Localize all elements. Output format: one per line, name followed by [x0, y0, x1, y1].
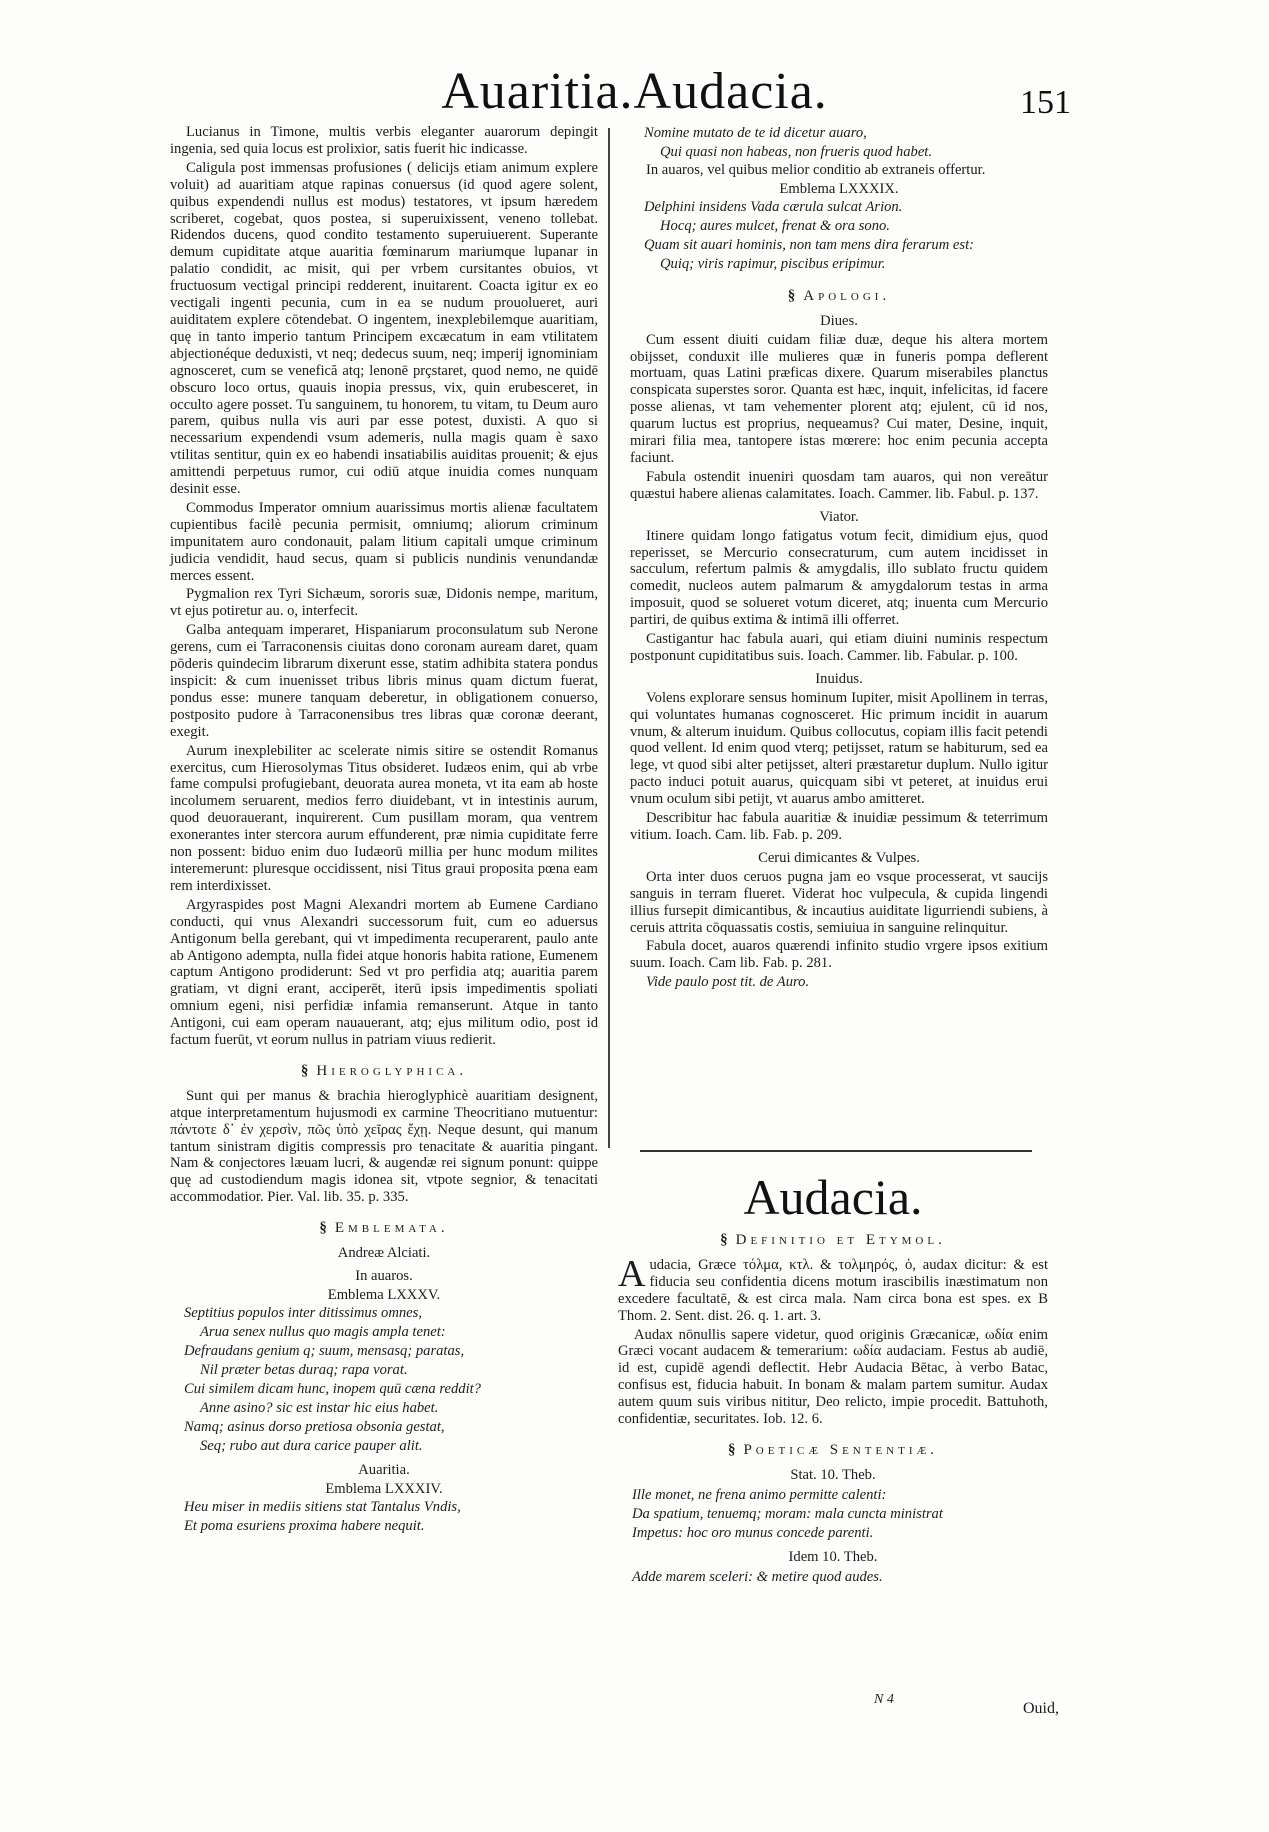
fable-title: Inuidus.	[815, 670, 863, 687]
emblem-1-verse: Anne asino? sic est instar hic eius habet.	[200, 1399, 439, 1416]
section-title: Apologi.	[803, 287, 891, 304]
pilcrow-icon: §	[300, 1062, 309, 1079]
section-title: Poeticæ Sententiæ.	[743, 1441, 939, 1458]
section-divider	[640, 1150, 1032, 1152]
top-verse: Qui quasi non habeas, non frueris quod habet.	[660, 144, 933, 160]
paragraph-commodus: Commodus Imperator omnium auarissimus mortis alienæ facultatem cupientibus facilè pecunia permisit, omniumq; aliorum criminum impunitatem auro condonauit, palam litium capitali umque criminum judicia vendidit, haud secus, quam si publicis nundinis venundandæ merces essent.	[170, 499, 598, 584]
fable-moral: Castigantur hac fabula auari, qui etiam diuini numinis respectum postponunt cupiditatibus suis. Ioach. Cammer. lib. Fabular. p. 100.	[630, 631, 1048, 664]
section-head-hieroglyphica	[170, 1063, 598, 1080]
fable-moral: Fabula docet, auaros quærendi infinito studio vrgere ipsos exitium suum. Ioach. Cam lib. Fab. p. 281.	[630, 938, 1048, 972]
audacia-title: Audacia.	[743, 1169, 923, 1225]
section-title: Definitio et Etymol.	[735, 1232, 946, 1248]
quote-source: Stat. 10. Theb.	[790, 1466, 876, 1483]
emblem-1-verse: Namq; asinus dorso pretiosa obsonia gestat,	[184, 1418, 445, 1435]
paragraph-lucianus: Lucianus in Timone, multis verbis eleganter auarorum depingit ingenia, sed quia locus est prolixior, satis fuerit hic indicasse.	[170, 124, 598, 157]
emblem-1-verse: Arua senex nullus quo magis ampla tenet:	[200, 1323, 446, 1340]
emblem-2-verse: Heu miser in mediis sitiens stat Tantalus Vndis,	[184, 1498, 461, 1515]
running-head-title: Auaritia.Audacia.	[441, 63, 828, 120]
fable-text: Itinere quidam longo fatigatus votum fecit, dimidium ejus, quod reperisset, se Mercurio consecraturum, cum autem incidisset in sacculum, refertum palmis & amygdalis, illo sublato fructu quidem comedit, nucleos autem palmarum & amygdalorum testas in arma imposuit, quod se solueret votum diceret, atq; inuenta cum Mercurio partiri, de quibus extima & intimā illi offerret.	[630, 527, 1048, 629]
emblem-1-verse: Septitius populos inter ditissimus omnes,	[184, 1304, 422, 1321]
section-head-apologi	[630, 288, 1048, 305]
fable-title: Diues.	[820, 312, 858, 329]
definitio-text-2: Audax nōnullis sapere videtur, quod originis Græcanicæ, ωδία enim Græci vocant audacem & temerarium: ωδία audaciam. Festus ab audiē, id est, cupidē agendi deflectit. Hebr Audacia Bētac, à verbo Batac, confisus est, fiducia habuit. In bonam & malam partem sumitur. Audax autem quum suis viribus nititur, Deo relicto, impie procedit. Battuhoth, confidentiæ, securitates. Iob. 12. 6.	[618, 1326, 1048, 1428]
page-number: 151	[1020, 84, 1071, 121]
emblem-3-number: Emblema LXXXIX.	[779, 180, 899, 197]
quote-verse: Ille monet, ne frena animo permitte calenti:	[632, 1486, 887, 1503]
emblem-3-verse: Delphini insidens Vada cærula sulcat Arion.	[644, 198, 903, 215]
fable-moral: Fabula ostendit inueniri quosdam tam auaros, qui non vereātur quæstui habere alienas calamitates. Ioach. Cammer. lib. Fabul. p. 137.	[630, 468, 1048, 502]
paragraph-pygmalion: Pygmalion rex Tyri Sichæum, sororis suæ, Didonis nempe, maritum, vt ejus potiretur au. o, interfecit.	[170, 586, 598, 620]
emblem-2-title: Auaritia.	[358, 1461, 410, 1478]
paragraph-argyraspides: Argyraspides post Magni Alexandri mortem ab Eumene Cardiano conducti, qui vnus Alexandri successorum fuit, cum eo aduersus Antigonum bella gerebant, qui vt impedimenta recuperarent, paulo ante ab Antigono adempta, nulla fidei atque honoris habita ratione, Eumenem captum Antigono prodiderunt: Sed vt pro perfidia atq; auaritia parem gratiam, vt digni erant, acciperēt, iterū ipsis impedimentis spoliati omnium egeni, nisi perfidiæ infamia remanserunt. Atque in tanto Antigoni, cui eam operam nauauerant, atq; ejus militum odio, post id factum fuerūt, vt eorum nullus in patriam viuus redierit.	[170, 896, 598, 1049]
top-note: In auaros, vel quibus melior conditio ab extraneis offertur.	[646, 162, 986, 178]
emblem-1-number: Emblema LXXXV.	[327, 1286, 441, 1303]
fable-moral: Describitur hac fabula auaritiæ & inuidiæ pessimum & teterrimum vitium. Ioach. Cam. lib. Fab. p. 209.	[630, 810, 1048, 843]
paragraph-hieroglyphica: Sunt qui per manus & brachia hieroglyphicè auaritiam designent, atque interpretamentum hujusmodi ex carmine Theocritiano mutuentur: πάντοτε δ᾽ ἐν χερσὶν, πῶς ὑπὸ χεῖρας ἔχῃ. Neque desunt, qui manum tantum sinistram digitis compressis pro tenacitate & auaritia pingant. Nam & conjectores læuam lucri, & augendæ rei signum ponunt: quippe quę ad custodiendum magis idonea sit, vtpote segnior, & tenacitati accommodatior. Pier. Val. lib. 35. p. 335.	[170, 1087, 598, 1206]
section-title: Emblemata.	[334, 1220, 449, 1237]
cross-reference: Vide paulo post tit. de Auro.	[646, 974, 810, 991]
right-column	[630, 124, 1048, 993]
pilcrow-icon: §	[720, 1232, 728, 1248]
signature-mark: N 4	[874, 1692, 894, 1707]
section-head-definitio	[618, 1232, 1048, 1249]
emblem-3-verse: Hocq; aures mulcet, frenat & ora sono.	[660, 217, 890, 234]
emblem-3-verse: Quiq; viris rapimur, piscibus eripimur.	[660, 255, 886, 272]
top-verse: Nomine mutato de te id dicetur auaro,	[644, 125, 867, 141]
emblem-1-verse: Nil præter betas duraq; rapa vorat.	[200, 1361, 408, 1378]
pilcrow-icon: §	[787, 287, 796, 304]
emblem-2-number: Emblema LXXXIV.	[325, 1480, 443, 1497]
emblem-1-verse: Cui similem dicam hunc, inopem quū cæna reddit?	[184, 1380, 481, 1397]
quote-verse: Da spatium, tenuemq; moram: mala cuncta ministrat	[632, 1505, 943, 1522]
section-head-poeticae	[618, 1442, 1048, 1459]
quote-source: Idem 10. Theb.	[788, 1548, 878, 1565]
drop-cap: A	[618, 1252, 646, 1295]
pilcrow-icon: §	[727, 1441, 736, 1458]
audacia-column	[618, 1218, 1048, 1587]
paragraph-aurum: Aurum inexplebiliter ac scelerate nimis sitire se ostendit Romanus exercitus, cum Hierosolymas Titus obsideret. Iudæos enim, qui ab vrbe fame compulsi profugiebant, deuorata aurea moneta, vt ita eam ab hoste incolumem seruarent, medios ferro diuidebant, vt in intestinis aurum, quod deuorauerant, inquirerent. Cum pusillam moram, qua ventrem exonerantes inter stercora aurum effunderent, præ nimia cupiditate ferre non possent: biduo enim duo Iudæorū millia per hunc modum milites interemerunt: pluresque occidissent, nisi Titus graui proposita pœna eam rem interdixisset.	[170, 742, 598, 894]
emblem-author: Andreæ Alciati.	[337, 1245, 431, 1262]
paragraph-caligula: Caligula post immensas profusiones ( delicijs etiam animum explere voluit) ad auaritiam atque rapinas conuersus (id quod agere solent, quibus expendendi nullus est modus) testatores, vt ipsum hæredem scriberet, cogebat, quos postea, si superuixissent, veneno tollebat. Ridendos ducens, quod condito testamento superuiuerent. Superante demum cupiditate atque auaritia fœminarum mariumque lupanar in palatio condidit, ac misit, qui per vrbem cursitantes obuios, vt fructuosum vectigal principi redderent, inuitarent. Coacta igitur ex eo vectigali ingenti pecunia, cum in ea se nudum prouolueret, auri auiditatem explere cōtendebat. O ingentem, inexplebilemque auaritiam, quę in tanto imperio tantum Principem excæcatum in eam vtilitatem abjectionéque deduxisti, vt neq; dedecus suum, neq; imperij ignominiam agnosceret, cum se venefică atq; lenonē prçstaret, quod nemo, ne quidē obscuro loco ortus, quauis inopia pressus, vix, quin erubesceret, in occulto agere posset. Tu sanguinem, tu honorem, tu vitam, tu Deum auro parem, quibus nulla vis auri par esse potest, duxisti. A quo si necessarium expendendi vsum ademeris, nulla magis quam è saxo vtilitas sentitur, quin ex eo habendi insatiabilis auiditas prouenit; & ejus amittendi perpetuus rumor, cui odiū atque inuidia comes nunquam desinit esse.	[170, 159, 598, 498]
column-divider	[608, 128, 610, 1148]
fable-text: Volens explorare sensus hominum Iupiter, misit Apollinem in terras, qui voluntates humanas cognosceret. Hic primum incidit in auarum vnum, & alterum inuidum. Quibus collocutus, copiam illis facit petendi quod vellent. Id enim quod vterq; petijsset, ratum se habiturum, sed ea lege, vt quod sibi alter petijsset, alteri præstaretur duplum. Nullo igitur pacto induci potuit auarus, quicquam sibi vt peteret, at inuidus erui vnum oculum sibi petijt, vt auarus ambo amitteret.	[630, 689, 1048, 808]
section-title: Hieroglyphica.	[316, 1062, 468, 1079]
emblem-1-verse: Seq; rubo aut dura carice pauper alit.	[200, 1437, 423, 1454]
fable-text: Orta inter duos ceruos pugna jam eo vsque processerat, vt saucijs sanguis in terram flueret. Viderat hoc vulpecula, & cupida lingendi illius fursepit dimicantibus, & incautius auiditate ligurriendi subiens, à ceruis attrita cōquassatis costis, semiuiua in sanguine relinquitur.	[630, 868, 1048, 936]
quote-verse: Impetus: hoc oro munus concede parenti.	[632, 1524, 874, 1541]
pilcrow-icon: §	[319, 1220, 327, 1237]
emblem-3-verse: Quam sit auari hominis, non tam mens dira ferarum est:	[644, 236, 974, 253]
fable-title: Viator.	[819, 508, 859, 525]
definitio-text	[618, 1252, 1048, 1325]
emblem-1-title: In auaros.	[355, 1268, 413, 1284]
emblem-1-verse: Defraudans genium q; suum, mensasq; paratas,	[184, 1342, 465, 1359]
fable-text: Cum essent diuiti cuidam filiæ duæ, deque his altera mortem obijsset, conduxit ille mulieres quæ in funeris pompa deflerent mortuam, quas Latini præficas dixere. Quarum miserabiles planctus conspicata superstes soror. Quanta est hæc, inquit, infelicitas, id facere posse alienas, vt tam vehementer plorent atq; ejulent, cū id nos, quarum luctus est proprius, nequeamus? Cui mater, Desine, inquit, mirari filia mea, tantopere istas mœrere: hoc enim pecunia accepta faciunt.	[630, 331, 1048, 466]
quote-verse: Adde marem sceleri: & metire quod audes.	[632, 1568, 883, 1585]
emblem-2-verse: Et poma esuriens proxima habere nequit.	[184, 1517, 425, 1534]
left-column	[170, 124, 598, 1536]
catchword: Ouid,	[1023, 1700, 1059, 1717]
section-head-emblemata	[170, 1220, 598, 1237]
definitio-body: udacia, Græce τόλμα, κτλ. & τολμηρός, ὁ, audax dicitur: & est fiducia seu confidentia dicens motum irascibilis inæstimatum non excedere facultatē, & est circa mala. Nam circa bona est spes. ex B Thom. 2. Sent. dist. 26. q. 1. art. 3.	[618, 1256, 1048, 1324]
paragraph-galba: Galba antequam imperaret, Hispaniarum proconsulatum sub Nerone gerens, cum ei Tarraconensis ciuitas dono coronam auream daret, quam pōderis quindecim librarum dixerunt esse, statim adhibita statera pondus inspicit: & cum inuenisset tribus libris minus quam dictum fuerat, pondus esse: munere tanquam deberetur, in obligationem conuerso, postposito pudore à Tarraconensibus tres libras quæ coronæ deerant, exegit.	[170, 622, 598, 740]
fable-title: Cerui dimicantes & Vulpes.	[758, 849, 920, 866]
